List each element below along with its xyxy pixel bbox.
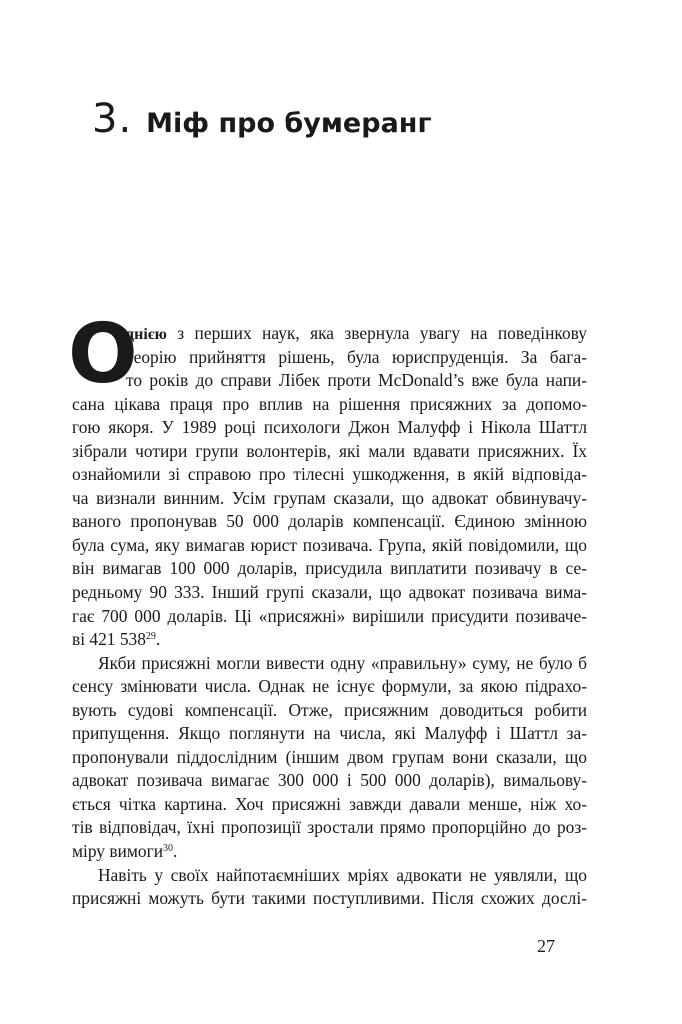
text-line: адвокат позивача вимагає 300 000 і 500 000 доларів), вимальову- bbox=[72, 770, 587, 791]
text-line: Якби присяжні могли вивести одну «правильну» суму, не було б bbox=[98, 652, 587, 673]
paragraph-1 bbox=[68, 307, 587, 652]
text-line: ється чітка картина. Хоч присяжні завжди давали менше, ніж хо- bbox=[72, 793, 587, 814]
text-line: сана цікава праця про вплив на рішення присяжних за допомо- bbox=[72, 393, 587, 414]
footnote-ref[interactable]: 29 bbox=[145, 631, 156, 643]
text-line: ваного пропонував 50 000 доларів компенсації. Єдиною змінною bbox=[72, 511, 587, 532]
text-line: присяжні можуть бути такими поступливими. Після схожих дослі- bbox=[72, 888, 587, 909]
page-number: 27 bbox=[537, 936, 555, 956]
text-line: була сума, яку вимагав юрист позивача. Група, якій повідомили, що bbox=[72, 534, 587, 555]
text-line: редньому 90 333. Інший групі сказали, що адвокат позивача вима- bbox=[72, 582, 587, 603]
text-line: то років до справи Лібек проти McDonald’s вже була напи- bbox=[126, 370, 587, 391]
text-line: ві 421 $538^{29}$. bbox=[72, 629, 161, 650]
paragraph-2 bbox=[72, 652, 587, 864]
chapter-title: Міф про бумеранг bbox=[146, 108, 432, 139]
text-line: міру вимоги$^{30}$. bbox=[72, 841, 178, 862]
text-line: він вимагав 100 000 доларів, присудила виплатити позивачу в се- bbox=[72, 558, 587, 579]
text-line: вують судові компенсації. Отже, присяжним доводиться робити bbox=[72, 699, 587, 720]
paragraph-3 bbox=[72, 864, 587, 911]
text-line: теорію прийняття рішень, була юриспруденція. За бага- bbox=[126, 346, 587, 367]
text-line: ознайомили зі справою про тілесні ушкодження, в якій відповіда- bbox=[72, 464, 587, 485]
text-line: днією з перших наук, яка звернула увагу на поведінкову bbox=[126, 323, 587, 343]
text-line: гає 700 000 доларів. Ці «присяжні» вирішили присудити позиваче- bbox=[72, 605, 587, 626]
first-word: днією bbox=[126, 326, 167, 343]
footnote-ref[interactable]: 30 bbox=[163, 843, 174, 855]
text-line: припущення. Якщо поглянути на числа, які Малуфф і Шаттл за- bbox=[72, 723, 587, 744]
text-line: тів відповідач, їхні пропозиції зростали прямо пропорційно до роз- bbox=[72, 817, 587, 838]
text-line: гою якоря. У 1989 році психологи Джон Малуфф і Нікола Шаттл bbox=[72, 417, 587, 438]
body-text bbox=[68, 307, 587, 911]
text-line: сенсу змінювати числа. Однак не існує формули, за якою підрахо- bbox=[72, 676, 587, 697]
chapter-number: 3. bbox=[92, 96, 133, 142]
text-line: зібрали чотири групи волонтерів, які мали вдавати присяжних. Їх bbox=[72, 440, 587, 461]
chapter-heading bbox=[92, 96, 432, 142]
text-line: пропонували піддослідним (іншим двом групам вони сказали, що bbox=[72, 746, 587, 767]
text-line: ча визнали винним. Усім групам сказали, що адвокат обвинувачу- bbox=[72, 487, 587, 508]
drop-cap: О bbox=[68, 307, 138, 402]
text-line: Навіть у своїх найпотаємніших мріях адвокати не уявляли, що bbox=[98, 864, 587, 885]
